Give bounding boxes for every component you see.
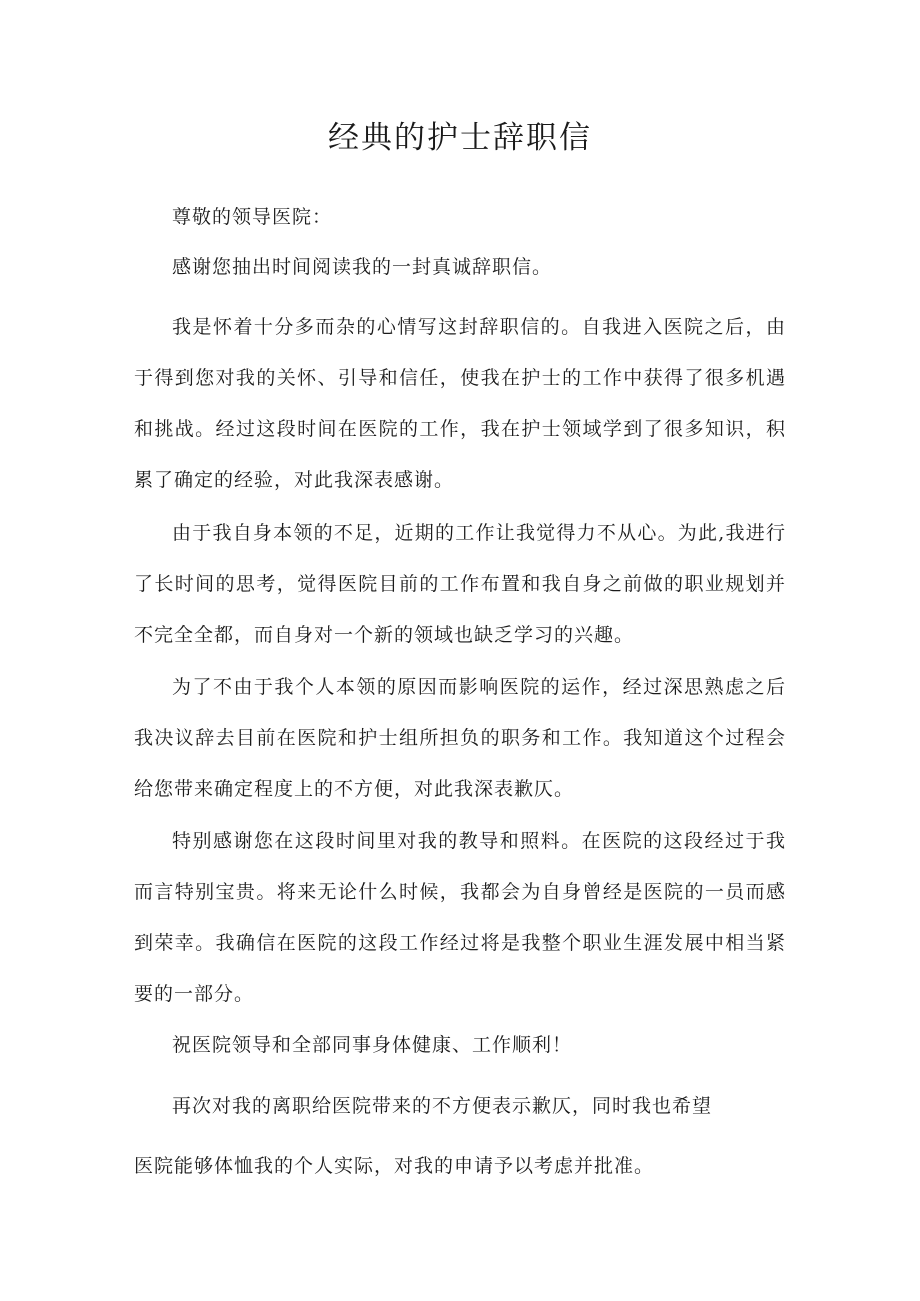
closing-line-2: 医院能够体恤我的个人实际，对我的申请予以考虑并批准。: [134, 1155, 655, 1177]
paragraph-thanks: 感谢您抽出时间阅读我的一封真诚辞职信。: [172, 256, 553, 278]
paragraph-wishes: 祝医院领导和全部同事身体健康、工作顺利！: [172, 1034, 573, 1056]
salutation: 尊敬的领导医院：: [172, 206, 333, 228]
paragraph-4: 特别感谢您在这段时间里对我的教导和照料。在医院的这段经过于我而言特别宝贵。将来无论什么时候，我都会为自身曾经是医院的一员而感到荣幸。我确信在医院的这段工作经过将是我整个职业生涯发展中相当紧要的一部分。: [134, 830, 786, 1005]
closing-line-1: 再次对我的离职给医院带来的不方便表示歉仄，同时我也希望: [172, 1095, 713, 1117]
paragraph-3: 为了不由于我个人本领的原因而影响医院的运作，经过深思熟虑之后我决议辞去目前在医院和护士组所担负的职务和工作。我知道这个过程会给您带来确定程度上的不方便，对此我深表歉仄。: [134, 676, 786, 800]
document-title: 经典的护士辞职信: [328, 120, 592, 156]
paragraph-2: 由于我自身本领的不足，近期的工作让我觉得力不从心。为此,我进行了长时间的思考，觉得医院目前的工作布置和我自身之前做的职业规划并不完全全都，而自身对一个新的领域也缺乏学习的兴趣。: [134, 522, 786, 646]
paragraph-1: 我是怀着十分多而杂的心情写这封辞职信的。自我进入医院之后，由于得到您对我的关怀、引导和信任，使我在护士的工作中获得了很多机遇和挑战。经过这段时间在医院的工作，我在护士领域学到了很多知识，积累了确定的经验，对此我深表感谢。: [134, 316, 786, 491]
